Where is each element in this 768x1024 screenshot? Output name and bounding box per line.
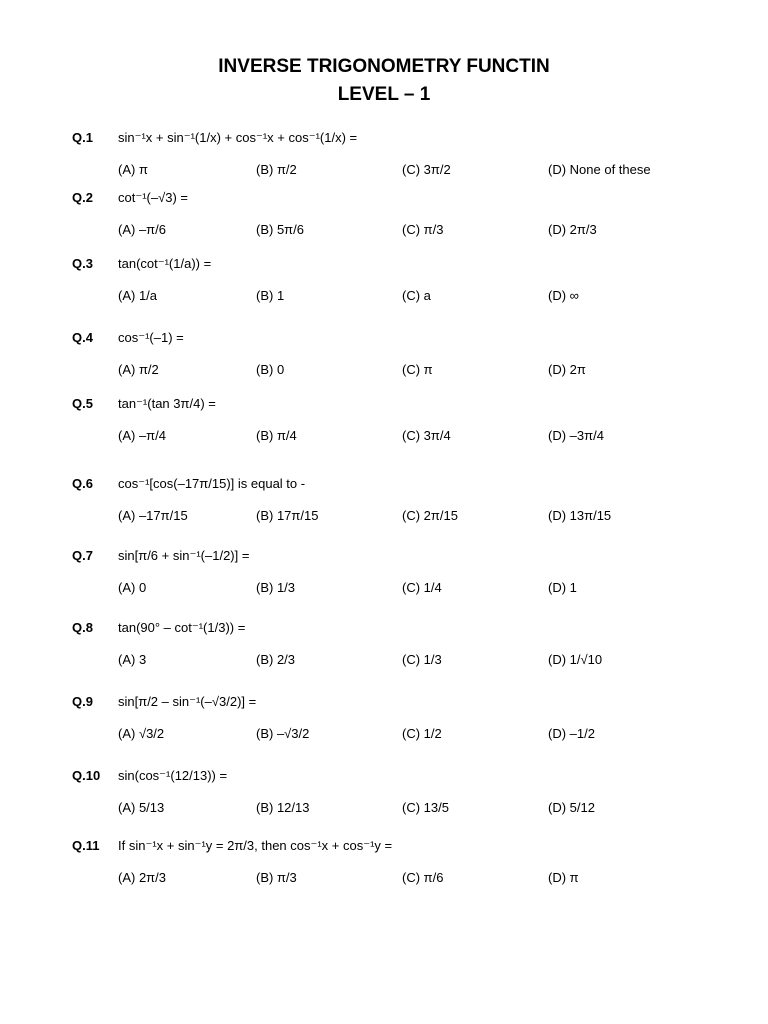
option: (A) √3/2 (118, 726, 165, 741)
option: (B) 12/13 (256, 800, 310, 815)
question-number: Q.10 (72, 768, 101, 783)
option: (D) 1/√10 (548, 652, 603, 667)
option: (C) π (402, 362, 433, 377)
option: (C) 13/5 (402, 800, 449, 815)
option: (C) 1/2 (402, 726, 442, 741)
option: (D) –3π/4 (548, 428, 604, 443)
option: (B) 1 (256, 288, 285, 303)
page-title: INVERSE TRIGONOMETRY FUNCTIN (218, 56, 550, 77)
question-stem: cos⁻¹[cos(–17π/15)] is equal to - (118, 476, 306, 491)
option: (A) 3 (118, 652, 147, 667)
option: (D) 5/12 (548, 800, 595, 815)
question-stem: cot⁻¹(–√3) = (118, 190, 188, 205)
question-stem: tan(cot⁻¹(1/a)) = (118, 256, 212, 271)
question-number: Q.9 (72, 694, 93, 709)
page-subtitle: LEVEL – 1 (337, 84, 431, 105)
question-stem: sin⁻¹x + sin⁻¹(1/x) + cos⁻¹x + cos⁻¹(1/x) = (118, 130, 358, 145)
option: (A) π (118, 162, 148, 177)
question-stem: cos⁻¹(–1) = (118, 330, 184, 345)
option: (C) 3π/4 (402, 428, 451, 443)
question-stem: sin[π/6 + sin⁻¹(–1/2)] = (118, 548, 250, 563)
option: (D) ∞ (548, 288, 579, 303)
option: (D) None of these (548, 162, 651, 177)
question-stem: sin[π/2 – sin⁻¹(–√3/2)] = (118, 694, 257, 709)
question-stem: tan(90° – cot⁻¹(1/3)) = (118, 620, 246, 635)
option: (D) 2π/3 (548, 222, 597, 237)
option: (B) π/3 (256, 870, 297, 885)
option: (D) 2π (548, 362, 586, 377)
question-number: Q.1 (72, 130, 93, 145)
question-number: Q.2 (72, 190, 93, 205)
option: (A) 0 (118, 580, 147, 595)
option: (B) π/4 (256, 428, 297, 443)
option: (A) –π/6 (118, 222, 166, 237)
question-number: Q.7 (72, 548, 93, 563)
option: (A) 2π/3 (118, 870, 166, 885)
option: (C) 2π/15 (402, 508, 458, 523)
option: (B) 17π/15 (256, 508, 319, 523)
option: (A) 5/13 (118, 800, 165, 815)
option: (B) 1/3 (256, 580, 296, 595)
option: (D) –1/2 (548, 726, 595, 741)
option: (D) 1 (548, 580, 577, 595)
question-stem: tan⁻¹(tan 3π/4) = (118, 396, 216, 411)
question-number: Q.11 (72, 838, 100, 853)
question-number: Q.4 (72, 330, 93, 345)
question-stem: If sin⁻¹x + sin⁻¹y = 2π/3, then cos⁻¹x + cos⁻¹y = (118, 838, 393, 853)
question-number: Q.8 (72, 620, 93, 635)
option: (A) π/2 (118, 362, 159, 377)
question-stem: sin(cos⁻¹(12/13)) = (118, 768, 228, 783)
option: (C) a (402, 288, 431, 303)
option: (B) –√3/2 (256, 726, 310, 741)
option: (C) π/3 (402, 222, 444, 237)
option: (B) 2/3 (256, 652, 296, 667)
option: (B) 5π/6 (256, 222, 304, 237)
option: (C) π/6 (402, 870, 444, 885)
option: (D) 13π/15 (548, 508, 612, 523)
question-number: Q.5 (72, 396, 93, 411)
option: (B) 0 (256, 362, 285, 377)
option: (A) –17π/15 (118, 508, 188, 523)
option: (B) π/2 (256, 162, 297, 177)
option: (D) π (548, 870, 579, 885)
option: (A) 1/a (118, 288, 158, 303)
option: (C) 3π/2 (402, 162, 451, 177)
option: (C) 1/3 (402, 652, 442, 667)
question-number: Q.6 (72, 476, 93, 491)
option: (C) 1/4 (402, 580, 442, 595)
option: (A) –π/4 (118, 428, 166, 443)
question-number: Q.3 (72, 256, 93, 271)
